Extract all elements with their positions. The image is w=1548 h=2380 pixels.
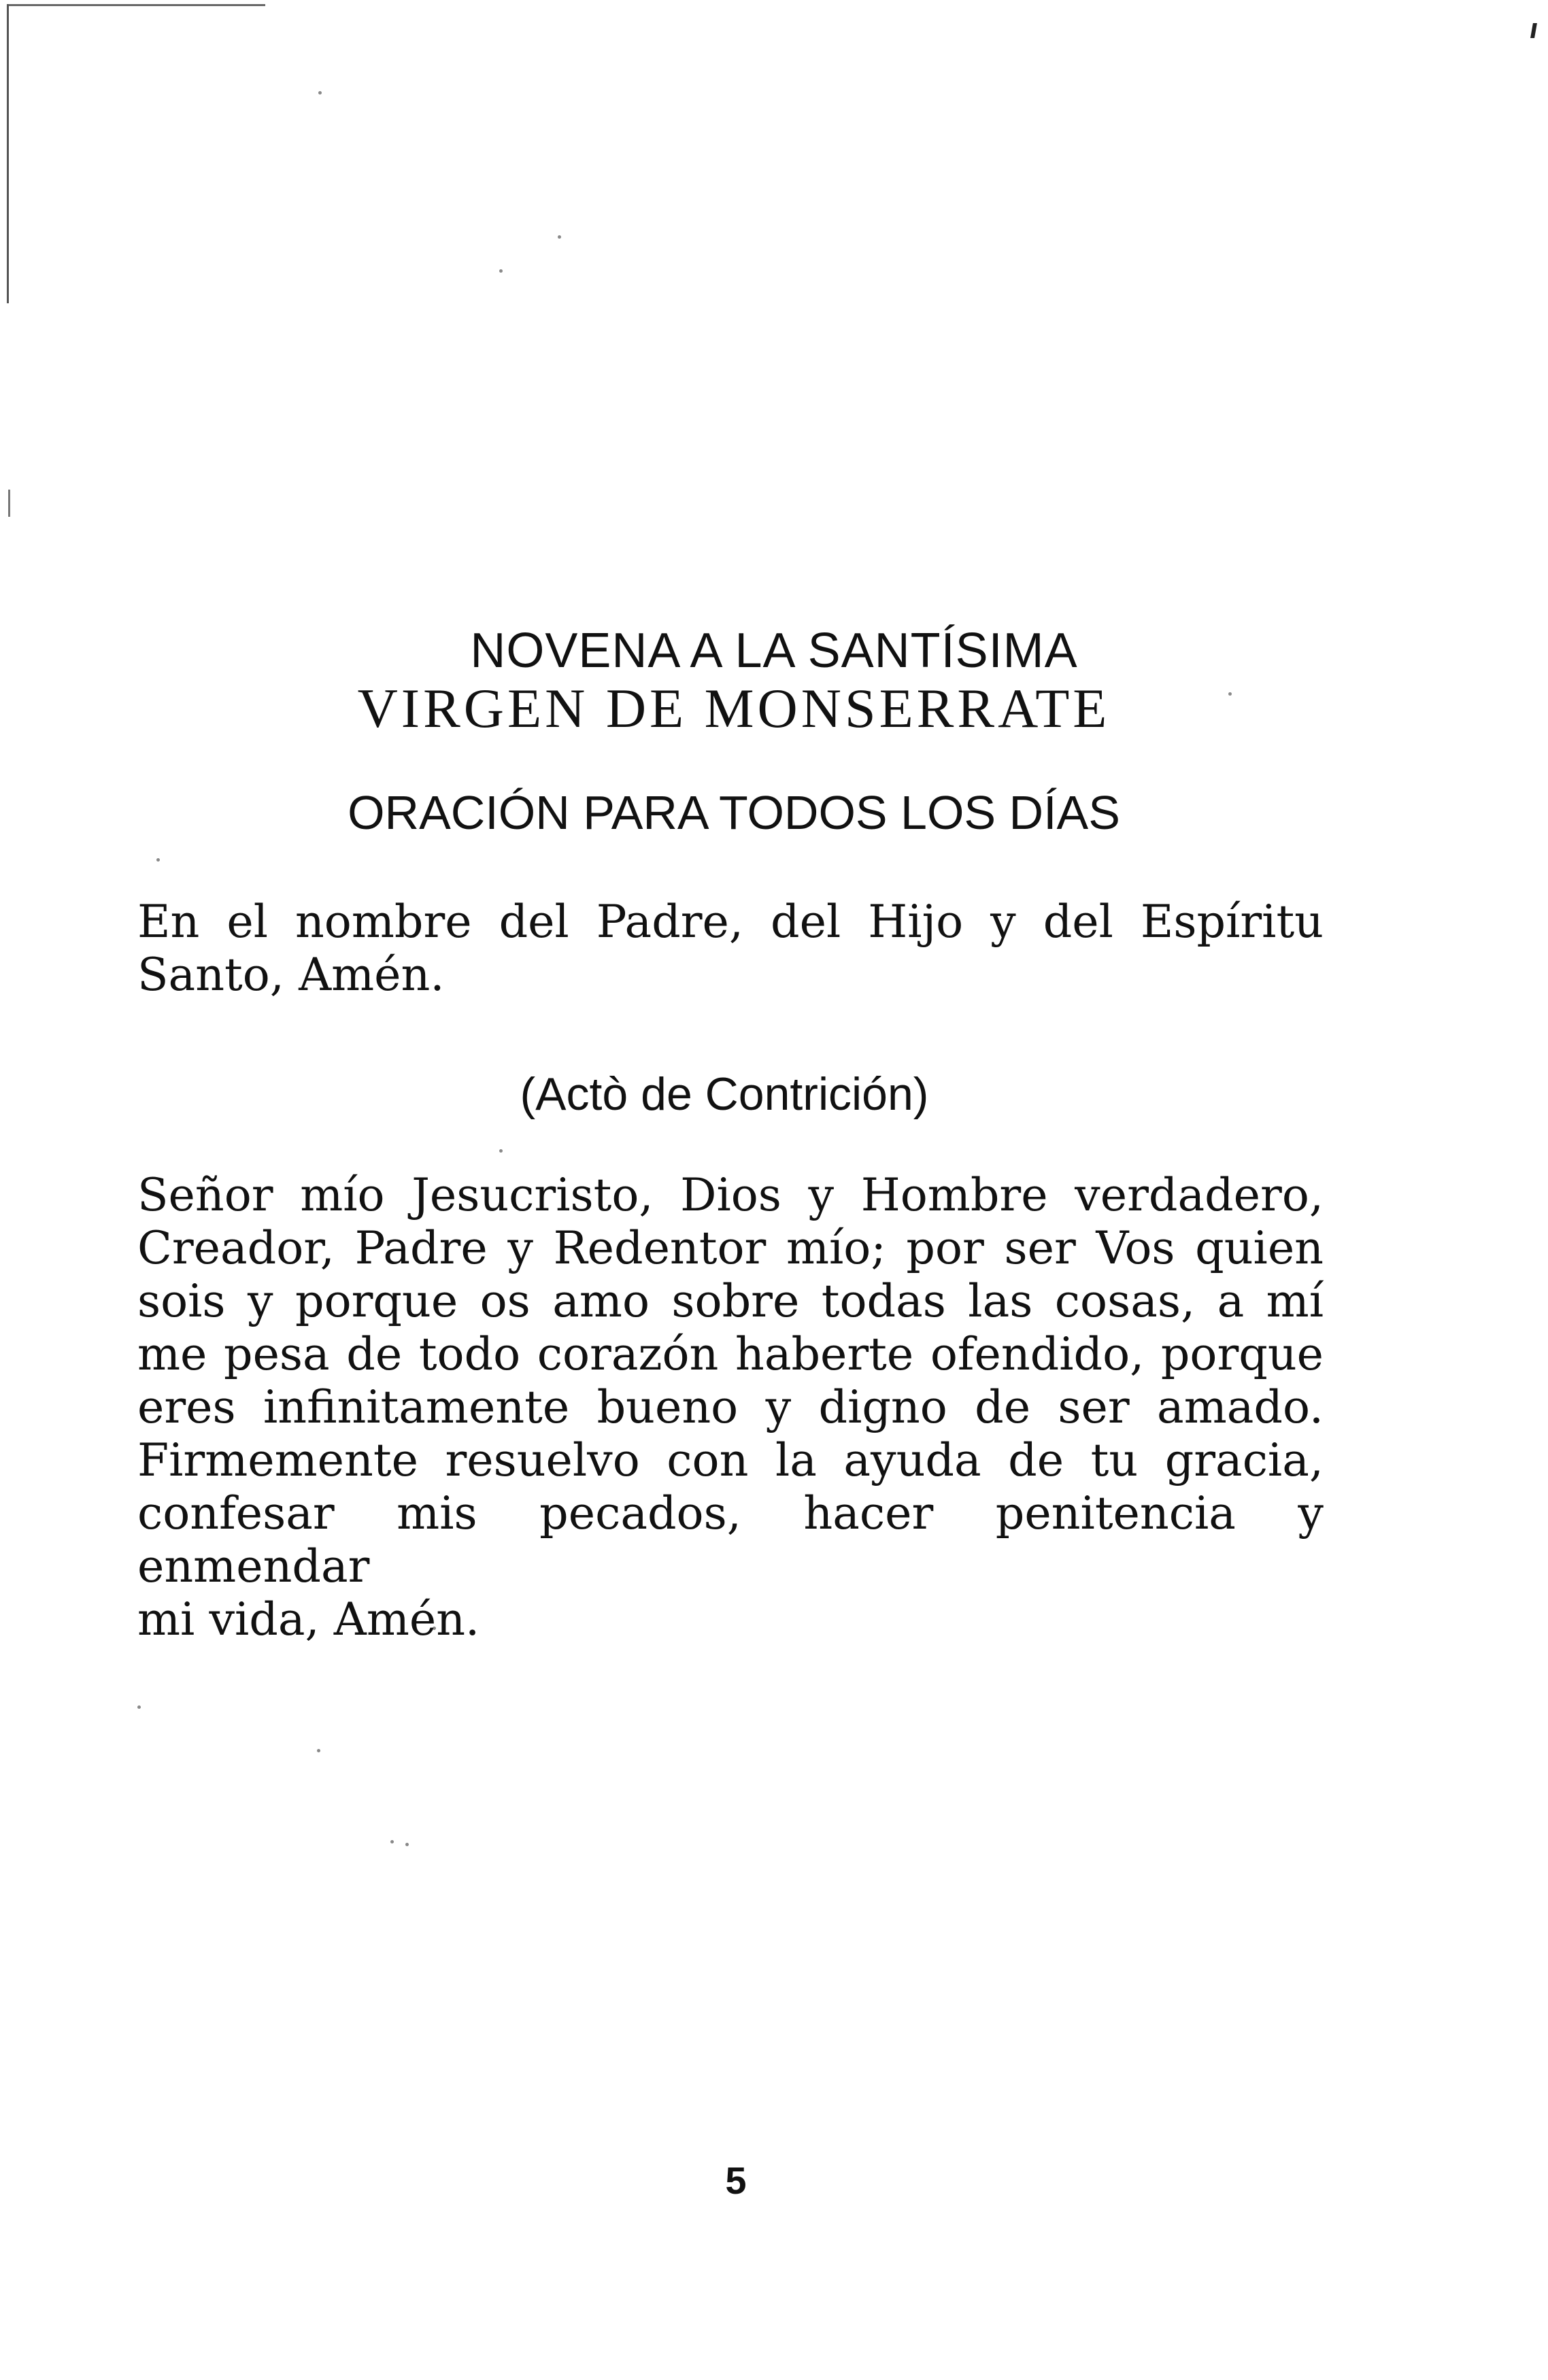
text-line: eres infinitamente bueno y digno de ser amado. <box>137 1380 1324 1433</box>
text-line: Señor mío Jesucristo, Dios y Hombre verdadero, <box>137 1168 1324 1221</box>
page-number: 5 <box>725 2159 747 2202</box>
document-title-line-2: VIRGEN DE MONSERRATE <box>357 677 1111 739</box>
scan-speck <box>156 858 160 862</box>
scan-speck <box>390 1840 394 1843</box>
text-line: confesar mis pecados, hacer penitencia y enmendar <box>137 1486 1324 1593</box>
text-line: Creador, Padre y Redentor mío; por ser Vos quien <box>137 1221 1324 1274</box>
scan-speck <box>405 1843 409 1846</box>
section-title: ORACIÓN PARA TODOS LOS DÍAS <box>348 786 1120 839</box>
scan-speck <box>317 1749 320 1752</box>
scan-edge-artifact <box>8 490 10 517</box>
prayer-body <box>137 1168 1324 1646</box>
scan-speck <box>499 1149 503 1153</box>
text-line: sois y porque os amo sobre todas las cosas, a mí <box>137 1274 1324 1327</box>
scan-edge-artifact <box>7 4 265 6</box>
text-line: me pesa de todo corazón haberte ofendido, porque <box>137 1327 1324 1380</box>
text-line: mi vida, Amén. <box>137 1593 480 1646</box>
scan-speck <box>137 1705 141 1709</box>
scan-speck <box>318 91 322 95</box>
prayer-subheading: (Actò de Contrición) <box>520 1068 929 1120</box>
scan-speck <box>558 235 561 239</box>
scan-edge-artifact <box>7 4 9 303</box>
text-line: En el nombre del Padre, del Hijo y del Espíritu <box>137 895 1324 948</box>
scan-mark <box>1530 23 1537 38</box>
scan-speck <box>499 269 503 273</box>
document-title-line-1: NOVENA A LA SANTÍSIMA <box>470 624 1078 678</box>
text-line: Santo, Amén. <box>137 948 445 1001</box>
opening-invocation <box>137 895 1324 1001</box>
text-line: Firmemente resuelvo con la ayuda de tu gracia, <box>137 1433 1324 1486</box>
